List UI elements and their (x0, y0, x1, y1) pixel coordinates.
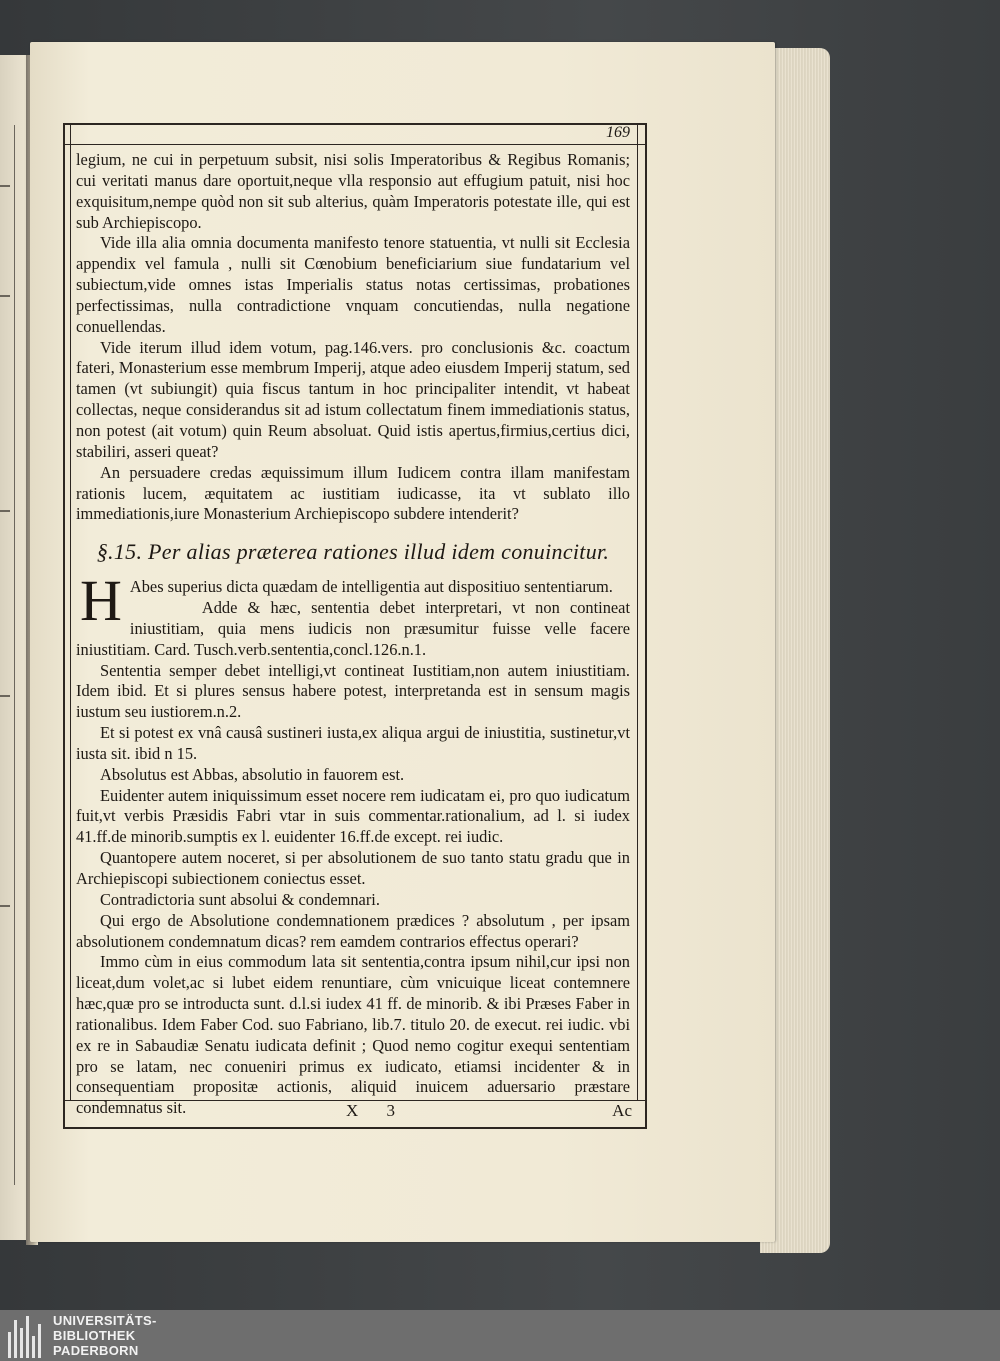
paragraph: Euidenter autem iniquissimum esset nocere rem iudicatam ei, pro quo iudicatum fuit,vt verbis Præsidis Fabri vtar in suis commentar.rationalium, ad l. si iudex 41.ff.de minorib.sumptis ex l. euidenter 16.ff.de except. rei iudic. (76, 785, 630, 847)
library-name-line: UNIVERSITÄTS- (53, 1313, 157, 1328)
left-page-mark (0, 510, 10, 512)
paragraph: legium, ne cui in perpetuum subsit, nisi solis Imperatoribus & Regibus Romanis; cui veritati manus dare oportuit,neque vlla responsio aut effugium patuit, nisi hoc exquisitum,nempe quòd non sit sub alterius, quàm Imperatoris potestate ille, qui est sub Archiepiscopo. (76, 150, 630, 232)
left-page-frame-rule (4, 125, 15, 1185)
paragraph: Immo cùm in eius commodum lata sit sententia,contra ipsum nihil,cur ipsi non liceat,dum volet,ac si lubet eidem renuntiare, cùm vnicuique liceat contemnere hæc,quæ pro se introducta sunt. d.l.si iudex 41 ff. de minorib. & ibi Præses Faber in rationalibus. Idem Faber Cod. suo Fabriano, lib.7. titulo 20. de execut. rei iudic. vbi ex re in Sabaudiæ Senatu iudicata definit ; Quod nemo cogitur exequi sententiam pro se latam, nec conueniri primus ex iudicato, etiamsi incidenter & in consequentiam propositæ actionis, aliquid inuicem aduersario præstare condemnatus sit. (76, 952, 630, 1118)
left-page-mark (0, 295, 10, 297)
paragraph: Qui ergo de Absolutione condemnationem prædices ? absolutum , per ipsam absolutionem condemnatum dicas? rem eamdem contrarios effectus operari? (76, 910, 630, 951)
library-name-line: BIBLIOTHEK (53, 1328, 136, 1343)
body-text (76, 150, 630, 1119)
paragraph: Adde & hæc, sententia debet interpretari, vt non contineat iniustitiam, quia mens iudicis non præsumitur fuisse velle facere iniustitiam. Card. Tusch.verb.sententia,concl.126.n.1. (76, 598, 630, 659)
paragraph: Quantopere autem noceret, si per absolutionem de suo tanto statu gradu que in Archiepiscopi subiectionem coniectus esset. (76, 848, 630, 888)
signature-mark: X 3 (346, 1101, 408, 1120)
paragraph: Contradictoria sunt absolui & condemnari. (100, 889, 380, 909)
dropcap-paragraph-text: Abes superius dicta quædam de intelligentia aut dispositiuo sententiarum. (129, 577, 613, 597)
header-rule (63, 144, 647, 145)
paragraph: An persuadere credas æquissimum illum Iudicem contra illam manifestam rationis lucem, æquitatem ac iustitiam iudicasse, ita vt sublato illo immediationis,iure Monasterium Archiepiscopo subdere intenderit? (76, 462, 630, 524)
page-number: 169 (606, 124, 630, 141)
drop-capital: H (80, 568, 122, 634)
library-name (53, 1313, 157, 1358)
paragraph: Vide illa alia omnia documenta manifesto tenore statuentia, vt nulli sit Ecclesia appendix vel famula , nulli sit Cœnobium beneficiarium siue fundatarium vel subiectum,vide omnes istas Imperialis status notas certissimas, probationes perfectissimas, nulla contradictione vnquam concutiendas, nulla negatione conuellendas. (76, 233, 630, 336)
page-footer (76, 1101, 632, 1123)
catchword: Ac (612, 1101, 632, 1120)
paragraph: Absolutus est Abbas, absolutio in fauorem est. (100, 764, 405, 784)
library-banner (0, 1310, 1000, 1361)
library-logo-icon (8, 1316, 44, 1358)
left-page-mark (0, 185, 10, 187)
library-name-line: PADERBORN (53, 1343, 139, 1358)
paragraph: Vide iterum illud idem votum, pag.146.vers. pro conclusionis &c. coactum fateri, Monasterium esse membrum Imperij, atque adeo eiusdem Imperij statum, sed tamen (vt subiungit) quia fiscus tantum in hoc principaliter intendit, vt habeat collectas, neque considerandus sit ad istum collectatum finem immediationis status, non potest (ait votum) quin Reum absoluat. Quid istis apertus,firmius,certius dici, stabiliri, asseri queat? (76, 337, 630, 461)
section-heading: §.15. Per alias præterea rationes illud idem conuincitur. (96, 539, 610, 565)
left-page-mark (0, 905, 10, 907)
left-page-mark (0, 695, 10, 697)
paragraph: Sententia semper debet intelligi,vt contineat Iustitiam,non autem iniustitiam. Idem ibid. Et si plures sensus habere potest, interpretanda est in sensum magis iustum seu iustiorem.n.2. (76, 660, 630, 722)
paragraph: Et si potest ex vnâ causâ sustineri iusta,ex aliqua argui de iniustitia, sustinetur,vt iusta sit. ibid n 15. (76, 723, 630, 763)
